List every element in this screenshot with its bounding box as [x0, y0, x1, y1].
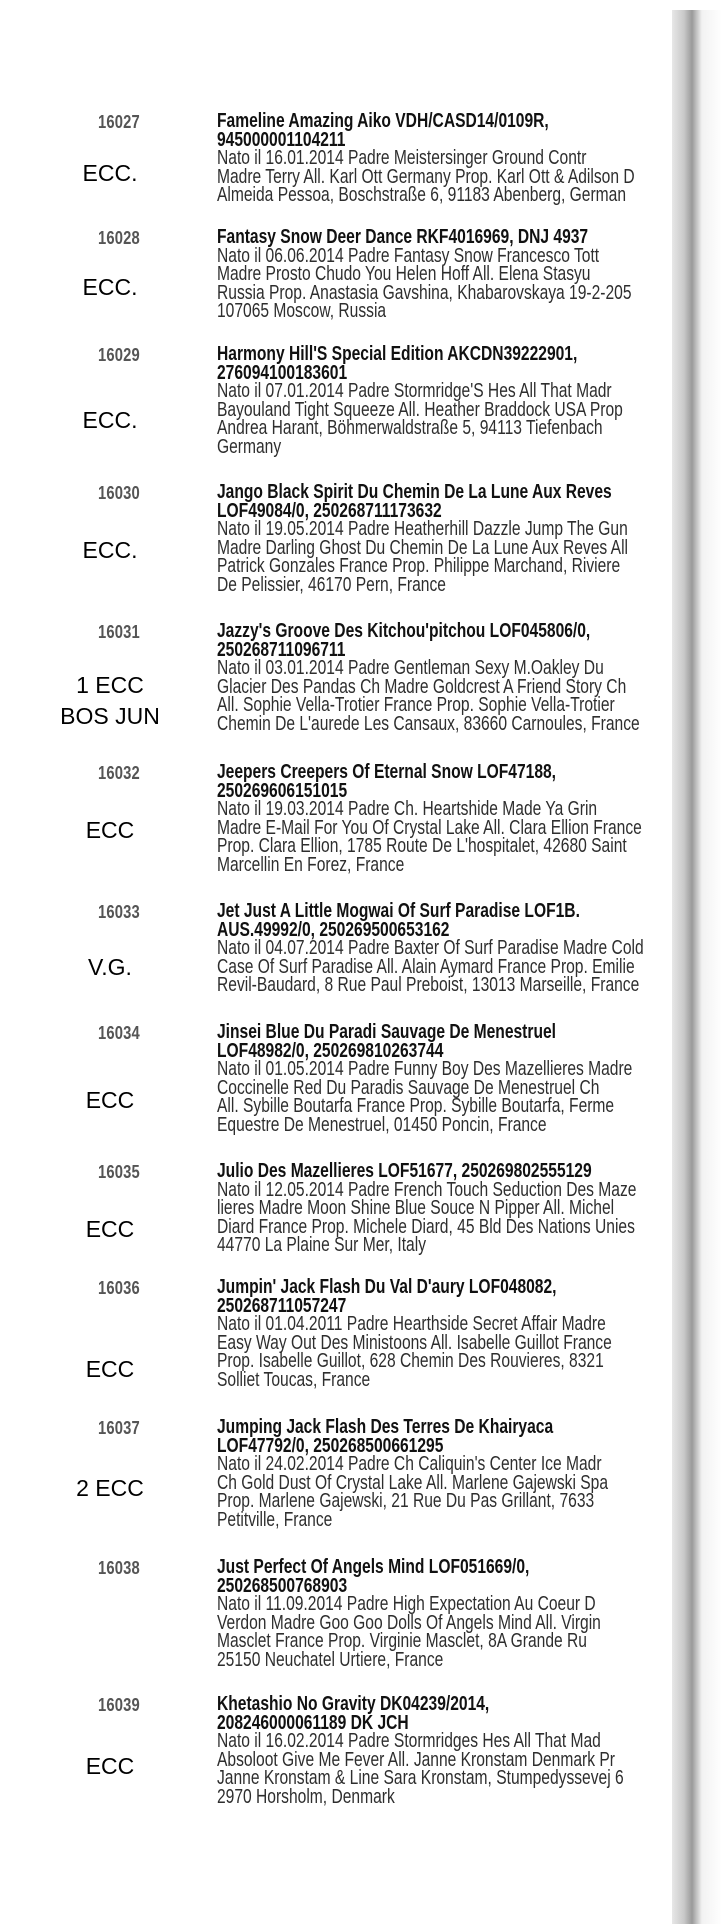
entry-detail-line: Bayouland Tight Squeeze All. Heather Braddock USA Prop — [217, 398, 623, 421]
entry-title-line: Just Perfect Of Angels Mind LOF051669/0, — [217, 1558, 530, 1578]
entry-detail-line: Madre Prosto Chudo You Helen Hoff All. Elena Stasyu — [217, 263, 591, 286]
entry-title-line: 208246000061189 DK JCH — [217, 1711, 409, 1734]
entry-detail-line: Prop. Isabelle Guillot, 628 Chemin Des Rouvieres, 8321 — [217, 1350, 604, 1373]
entry-detail-line: Revil-Baudard, 8 Rue Paul Preboist, 13013 Marseille, France — [217, 974, 640, 997]
entry-detail-line: Nato il 11.09.2014 Padre High Expectation Au Coeur D — [217, 1593, 596, 1616]
grade-line: ECC — [85, 817, 135, 843]
entry-detail-line: 2970 Horsholm, Denmark — [217, 1785, 395, 1808]
entry-detail-line: Madre Darling Ghost Du Chemin De La Lune Aux Reves All — [217, 536, 629, 559]
entry-detail-line: Diard France Prop. Michele Diard, 45 Bld Des Nations Unies — [217, 1215, 635, 1238]
entry-detail-line: Almeida Pessoa, Boschstraße 6, 91183 Abenberg, German — [217, 184, 627, 207]
entry-number: 16037 — [98, 1418, 140, 1438]
entry-number: 16035 — [98, 1162, 140, 1182]
entry-detail-line: Nato il 24.02.2014 Padre Ch Caliquin's Center Ice Madr — [217, 1453, 602, 1476]
grade-line: ECC — [85, 1216, 135, 1242]
entry-title-line: 250268711057247 — [217, 1294, 347, 1317]
entry-detail-line: Prop. Marlene Gajewski, 21 Rue Du Pas Grillant, 7633 — [217, 1490, 595, 1513]
entry-title-line: Fantasy Snow Deer Dance RKF4016969, DNJ 4937 — [217, 228, 589, 248]
entry-number: 16028 — [98, 228, 140, 248]
entry-text — [217, 1695, 687, 1845]
entry-detail-line: Solliet Toucas, France — [217, 1368, 371, 1391]
entry-detail-line: 25150 Neuchatel Urtiere, France — [217, 1648, 444, 1671]
entry-detail-line: Nato il 19.05.2014 Padre Heatherhill Dazzle Jump The Gun — [217, 518, 628, 541]
entry-detail-line: Glacier Des Pandas Ch Madre Goldcrest A Friend Story Ch — [217, 675, 627, 698]
entry-number: 16036 — [98, 1278, 140, 1298]
entry-title-line: 276094100183601 — [217, 361, 348, 384]
entry-title-line: Jumpin' Jack Flash Du Val D'aury LOF048082, — [217, 1278, 557, 1298]
entry-detail-line: Absoloot Give Me Fever All. Janne Kronstam Denmark Pr — [217, 1748, 615, 1771]
entry-detail-line: Russia Prop. Anastasia Gavshina, Khabarovskaya 19-2-205 — [217, 281, 632, 304]
judge-grade-handwritten — [0, 952, 220, 983]
entry-detail-line: Madre E-Mail For You Of Crystal Lake All. Clara Ellion France — [217, 816, 642, 839]
entry-title-line: Julio Des Mazellieres LOF51677, 250269802555129 — [217, 1162, 592, 1182]
judge-grade-handwritten — [0, 405, 220, 436]
judge-grade-handwritten — [0, 670, 220, 732]
entry-detail-line: Patrick Gonzales France Prop. Philippe Marchand, Riviere — [217, 555, 621, 578]
entry-title-line: Jumping Jack Flash Des Terres De Khairyaca — [217, 1418, 554, 1438]
judge-grade-handwritten — [0, 158, 220, 189]
entry-title-line: Fameline Amazing Aiko VDH/CASD14/0109R, — [217, 112, 549, 132]
judge-grade-handwritten — [0, 272, 220, 303]
entry-number: 16039 — [98, 1695, 140, 1715]
entry-detail-line: Nato il 19.03.2014 Padre Ch. Heartshide Made Ya Grin — [217, 798, 598, 821]
entry-text — [217, 1558, 687, 1708]
judge-grade-handwritten — [0, 815, 220, 846]
entry-title-line: Khetashio No Gravity DK04239/2014, — [217, 1695, 490, 1715]
entry-number: 16031 — [98, 622, 140, 642]
entry-detail-line: Nato il 06.06.2014 Padre Fantasy Snow Francesco Tott — [217, 244, 600, 267]
entry-detail-line: Nato il 07.01.2014 Padre Stormridge'S Hes All That Madr — [217, 380, 612, 403]
grade-line: BOS JUN — [60, 703, 160, 729]
entry-number: 16038 — [98, 1558, 140, 1578]
entry-detail-line: Andrea Harant, Böhmerwaldstraße 5, 94113 Tiefenbach — [217, 417, 603, 440]
entry-detail-line: Nato il 01.04.2011 Padre Hearthside Secret Affair Madre — [217, 1313, 606, 1336]
entry-detail-line: Germany — [217, 435, 282, 458]
entry-detail-line: Case Of Surf Paradise All. Alain Aymard France Prop. Emilie — [217, 955, 635, 978]
entry-text — [217, 1418, 687, 1568]
judge-grade-handwritten — [0, 1085, 220, 1116]
entry-detail-line: Nato il 04.07.2014 Padre Baxter Of Surf Paradise Madre Cold — [217, 937, 644, 960]
entry-title-line: 945000001104211 — [217, 128, 346, 151]
entry-detail-line: De Pelissier, 46170 Pern, France — [217, 573, 446, 596]
entry-detail-line: All. Sophie Vella-Trotier France Prop. Sophie Vella-Trotier — [217, 694, 615, 717]
grade-line: ECC — [85, 1087, 135, 1113]
entry-title-line: LOF48982/0, 250269810263744 — [217, 1039, 444, 1062]
grade-line: V.G. — [88, 954, 132, 980]
entry-detail-line: Nato il 03.01.2014 Padre Gentleman Sexy M.Oakley Du — [217, 657, 604, 680]
entry-detail-line: Verdon Madre Goo Goo Dolls Of Angels Mind All. Virgin — [217, 1611, 601, 1634]
entry-detail-line: Madre Terry All. Karl Ott Germany Prop. Karl Ott & Adilson D — [217, 165, 635, 188]
entry-detail-line: Equestre De Menestruel, 01450 Poncin, France — [217, 1113, 547, 1136]
entry-detail-line: Nato il 16.02.2014 Padre Stormridges Hes All That Mad — [217, 1730, 601, 1753]
entry-text — [217, 483, 687, 633]
entry-title-line: Jango Black Spirit Du Chemin De La Lune Aux Reves — [217, 483, 612, 503]
entry-title-line: LOF47792/0, 250268500661295 — [217, 1434, 444, 1457]
entry-detail-line: lieres Madre Moon Shine Blue Souce N Pipper All. Michel — [217, 1197, 615, 1220]
entry-detail-line: Prop. Clara Ellion, 1785 Route De L'hospitalet, 42680 Saint — [217, 835, 627, 858]
entry-text — [217, 1023, 687, 1173]
entry-number: 16030 — [98, 483, 140, 503]
entry-detail-line: Chemin De L'aurede Les Cansaux, 83660 Carnoules, France — [217, 712, 640, 735]
entry-detail-line: Masclet France Prop. Virginie Masclet, 8A Grande Ru — [217, 1630, 587, 1653]
entry-detail-line: Nato il 16.01.2014 Padre Meistersinger Ground Contr — [217, 147, 587, 170]
entry-number: 16033 — [98, 902, 140, 922]
entry-detail-line: Marcellin En Forez, France — [217, 853, 405, 876]
grade-line: ECC. — [82, 407, 138, 433]
entry-title-line: Harmony Hill'S Special Edition AKCDN39222901, — [217, 345, 578, 365]
entry-title-line: Jet Just A Little Mogwai Of Surf Paradise LOF1B. — [217, 902, 580, 922]
entry-title-line: 250268500768903 — [217, 1574, 348, 1597]
entry-detail-line: All. Sybille Boutarfa France Prop. Sybille Boutarfa, Ferme — [217, 1095, 615, 1118]
entry-number: 16032 — [98, 763, 140, 783]
entry-detail-line: Nato il 12.05.2014 Padre French Touch Seduction Des Maze — [217, 1178, 637, 1201]
entry-text — [217, 622, 687, 772]
entry-detail-line: Nato il 01.05.2014 Padre Funny Boy Des Mazellieres Madre — [217, 1058, 633, 1081]
entry-detail-line: Coccinelle Red Du Paradis Sauvage De Menestruel Ch — [217, 1076, 600, 1099]
grade-line: ECC. — [82, 537, 138, 563]
entry-detail-line: 107065 Moscow, Russia — [217, 300, 387, 323]
entry-detail-line: Janne Kronstam & Line Sara Kronstam, Stumpedyssevej 6 — [217, 1767, 624, 1790]
entry-title-line: Jeepers Creepers Of Eternal Snow LOF47188, — [217, 763, 557, 783]
entry-title-line: Jazzy's Groove Des Kitchou'pitchou LOF045806/0, — [217, 622, 591, 642]
entry-detail-line: Petitville, France — [217, 1508, 333, 1531]
grade-line: ECC — [85, 1753, 135, 1779]
entry-title-line: Jinsei Blue Du Paradi Sauvage De Menestruel — [217, 1023, 556, 1043]
grade-line: ECC — [85, 1356, 135, 1382]
grade-line: ECC. — [82, 160, 138, 186]
judge-grade-handwritten — [0, 535, 220, 566]
entry-detail-line: Ch Gold Dust Of Crystal Lake All. Marlene Gajewski Spa — [217, 1471, 609, 1494]
entry-number: 16029 — [98, 345, 140, 365]
judge-grade-handwritten — [0, 1214, 220, 1245]
entry-title-line: AUS.49992/0, 250269500653162 — [217, 918, 450, 941]
entry-text — [217, 345, 687, 495]
entry-text — [217, 1278, 687, 1428]
grade-line: 2 ECC — [76, 1475, 144, 1501]
grade-line: ECC. — [82, 274, 138, 300]
entry-title-line: 250268711096711 — [217, 638, 346, 661]
entry-number: 16034 — [98, 1023, 140, 1043]
entry-title-line: 250269606151015 — [217, 779, 348, 802]
judge-grade-handwritten — [0, 1751, 220, 1782]
entry-number: 16027 — [98, 112, 140, 132]
entry-detail-line: 44770 La Plaine Sur Mer, Italy — [217, 1234, 427, 1257]
grade-line: 1 ECC — [76, 672, 144, 698]
entry-detail-line: Easy Way Out Des Ministoons All. Isabelle Guillot France — [217, 1331, 612, 1354]
entry-title-line: LOF49084/0, 250268711173632 — [217, 499, 442, 522]
judge-grade-handwritten — [0, 1354, 220, 1385]
judge-grade-handwritten — [0, 1473, 220, 1504]
entry-text — [217, 763, 687, 913]
